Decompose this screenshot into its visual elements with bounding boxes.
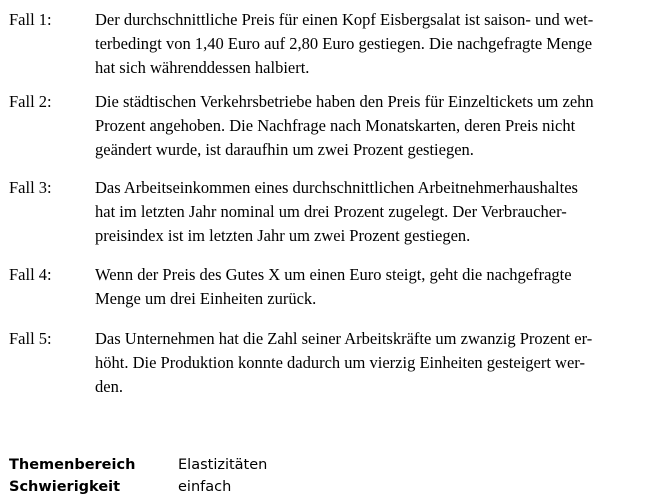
case-text-line: preisindex ist im letzten Jahr um zwei Prozent gestiegen. [95, 226, 471, 245]
case-text-line: Die städtischen Verkehrsbetriebe haben den Preis für Einzeltickets um zehn [95, 92, 594, 111]
case-text-line: höht. Die Produktion konnte dadurch um vierzig Einheiten gesteigert wer- [95, 353, 585, 372]
case-text [95, 90, 657, 162]
case-text-line: Der durchschnittliche Preis für einen Kopf Eisbergsalat ist saison- und wet- [95, 10, 594, 29]
case-label: Fall 1: [9, 10, 52, 29]
difficulty-value: einfach [178, 479, 232, 495]
topic-value: Elastizitäten [178, 457, 268, 473]
topic-label: Themenbereich [9, 457, 136, 473]
case-text-line: hat im letzten Jahr nominal um drei Prozent zugelegt. Der Verbraucher- [95, 202, 567, 221]
case-text [95, 263, 657, 311]
case-label: Fall 5: [9, 329, 52, 348]
case-label: Fall 4: [9, 265, 52, 284]
difficulty-row [0, 477, 663, 499]
difficulty-label: Schwierigkeit [9, 479, 121, 495]
case-text-line: Das Arbeitseinkommen eines durchschnittlichen Arbeitnehmerhaushaltes [95, 178, 578, 197]
case-text-line: Prozent angehoben. Die Nachfrage nach Monatskarten, deren Preis nicht [95, 116, 576, 135]
case-text-line: hat sich währenddessen halbiert. [95, 58, 310, 77]
case-text-line: Menge um drei Einheiten zurück. [95, 289, 317, 308]
case-text-line: den. [95, 377, 123, 396]
case-text [95, 327, 657, 399]
case-text-line: terbedingt von 1,40 Euro auf 2,80 Euro gestiegen. Die nachgefragte Menge [95, 34, 593, 53]
topic-row [0, 455, 663, 477]
case-text [95, 176, 657, 248]
case-text-line: Das Unternehmen hat die Zahl seiner Arbeitskräfte um zwanzig Prozent er- [95, 329, 593, 348]
case-label: Fall 2: [9, 92, 52, 111]
case-text [95, 8, 657, 80]
case-text-line: geändert wurde, ist daraufhin um zwei Prozent gestiegen. [95, 140, 474, 159]
case-label: Fall 3: [9, 178, 52, 197]
case-text-line: Wenn der Preis des Gutes X um einen Euro steigt, geht die nachgefragte [95, 265, 572, 284]
